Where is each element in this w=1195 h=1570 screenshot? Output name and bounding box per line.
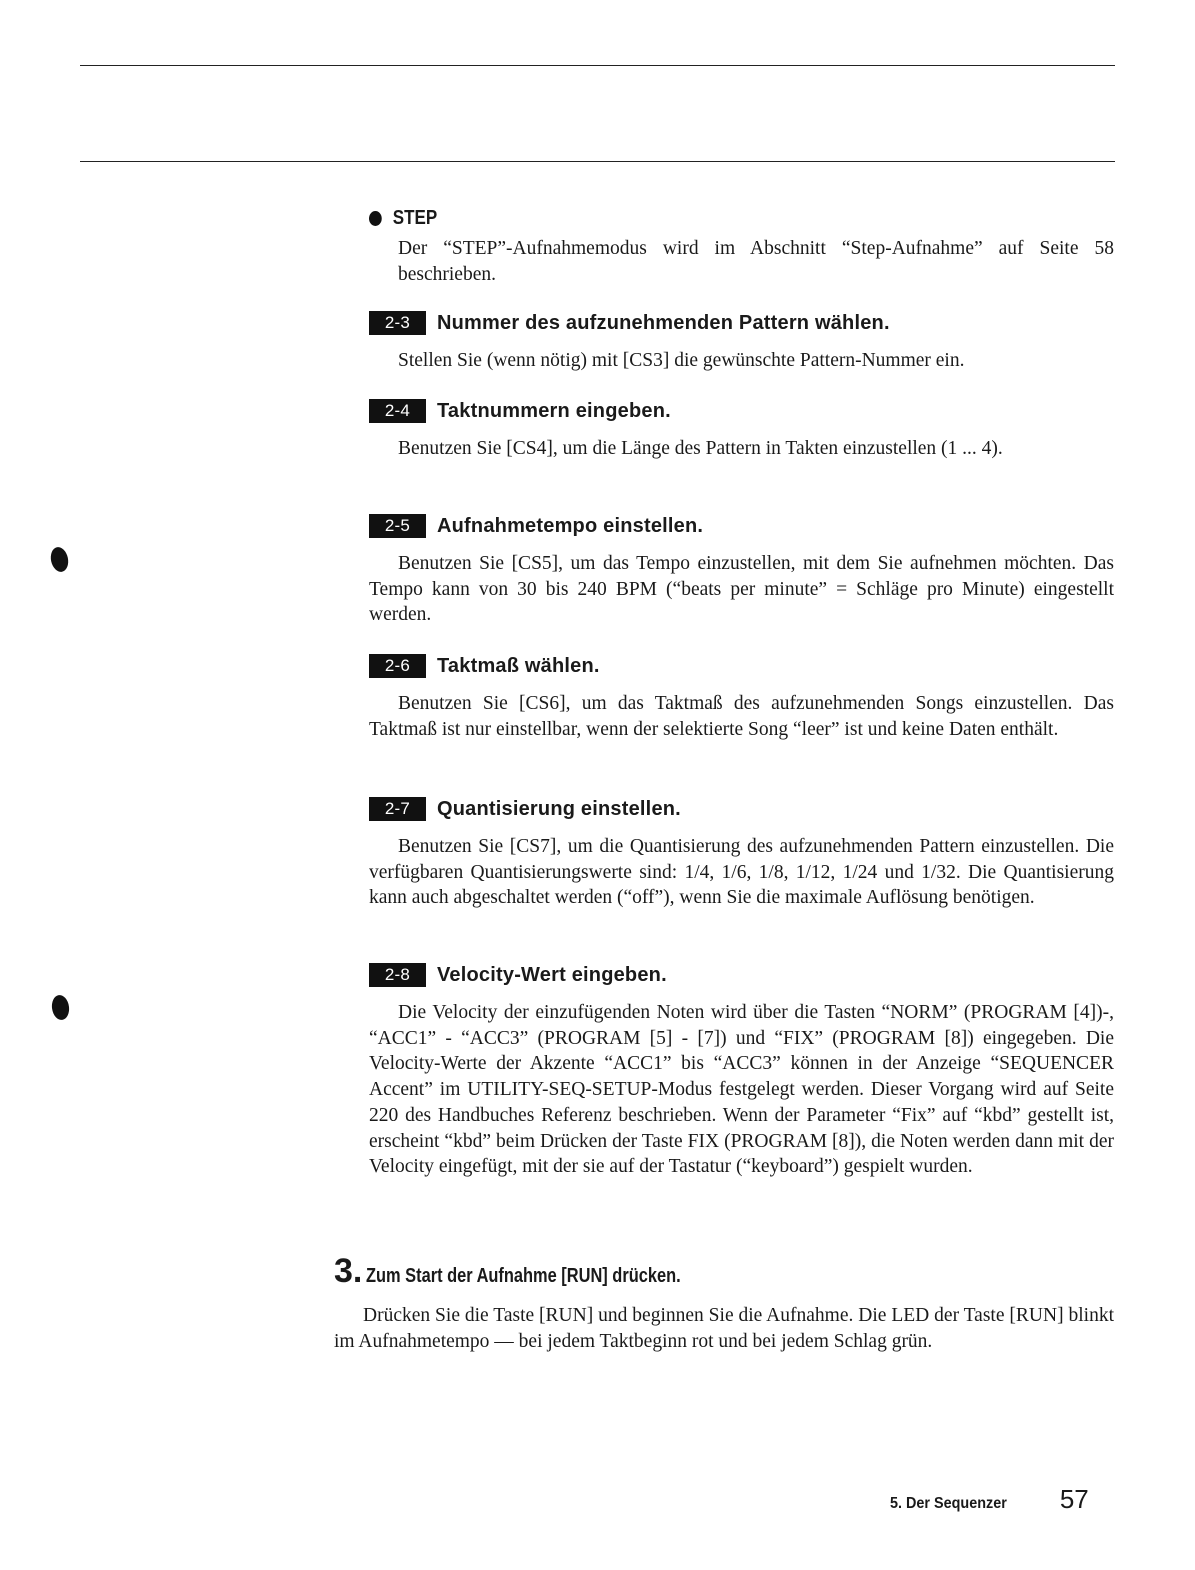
step-title: STEP: [392, 207, 438, 229]
substep-text: Benutzen Sie [CS7], um die Quantisierung des aufzunehmenden Pattern einzustellen. Die verfügbaren Quantisierungswerte sind: 1/4, 1/6, 1/8, 1/12, 1/24 und 1/32. Die Quantisierung kann auch abgeschaltet werden (“off”), wenn Sie die maximale Auflösung benötigen.: [369, 836, 1114, 909]
substep-heading: [369, 513, 1114, 539]
bullet-icon: [369, 211, 382, 226]
step-3-title: Zum Start der Aufnahme [RUN] drücken.: [366, 1265, 682, 1287]
substep-heading: [369, 398, 1114, 424]
chapter-title: 5. Der Sequenzer: [890, 1495, 1007, 1512]
step-heading: [369, 207, 1002, 230]
step-number-badge: 2-3: [369, 311, 426, 335]
step-3-section: [334, 1252, 1114, 1354]
substep-title: Aufnahmetempo einstellen.: [437, 514, 704, 537]
substep-text: Die Velocity der einzufügenden Noten wird über die Tasten “NORM” (PROGRAM [4])-, “ACC1” - “ACC3” (PROGRAM [5] - [7]) und “FIX” (PROGRAM [8]) eingegeben. Die Velocity-Werte der Akzente “ACC1” bis “ACC3” können in der Anzeige “SEQUENCER Accent” im UTILITY-SEQ-SETUP-Modus festgelegt werden. Dieser Vorgang wird auf Seite 220 des Handbuches Referenz beschrieben. Wenn der Parameter “Fix” auf “kbd” gestellt ist, erscheint “kbd” beim Drücken der Taste FIX (PROGRAM [8]), die Noten werden dann mit der Velocity eingefügt, mit der sie auf der Tastatur (“keyboard”) gespielt wurden.: [369, 1002, 1114, 1178]
substep-2-8: [369, 962, 1114, 1180]
substep-2-5: [369, 513, 1114, 628]
substep-heading: [369, 962, 1114, 988]
substep-heading: [369, 796, 1114, 822]
step-number-badge: 2-6: [369, 654, 426, 678]
page-number: 57: [1059, 1484, 1089, 1514]
substep-2-3: [369, 310, 1114, 374]
substep-title: Quantisierung einstellen.: [437, 797, 681, 820]
substep-text: Stellen Sie (wenn nötig) mit [CS3] die gewünschte Pattern-Nummer ein.: [398, 350, 965, 371]
substep-title: Taktnummern eingeben.: [437, 399, 671, 422]
substep-title: Nummer des aufzunehmenden Pattern wählen.: [437, 311, 890, 334]
substep-text: Benutzen Sie [CS6], um das Taktmaß des aufzunehmenden Songs einzustellen. Das Taktmaß ist nur einstellbar, wenn der selektierte Song “leer” ist und keine Daten enthält.: [369, 693, 1114, 740]
step-number-badge: 2-8: [369, 963, 426, 987]
step-number-badge: 2-4: [369, 399, 426, 423]
step-3-text: Drücken Sie die Taste [RUN] und beginnen Sie die Aufnahme. Die LED der Taste [RUN] blinkt im Aufnahmetempo — bei jedem Taktbeginn rot und bei jedem Schlag grün.: [334, 1305, 1114, 1352]
top-rule: [80, 65, 1115, 66]
step-3-heading: [334, 1252, 1114, 1291]
substep-heading: [369, 310, 1114, 336]
binder-hole: [49, 546, 71, 574]
binder-hole: [50, 994, 70, 1021]
step-number-badge: 2-5: [369, 514, 426, 538]
substep-title: Taktmaß wählen.: [437, 654, 600, 677]
substep-title: Velocity-Wert eingeben.: [437, 963, 667, 986]
step-section: [369, 207, 1114, 287]
substep-2-7: [369, 796, 1114, 911]
page-footer: [890, 1484, 1089, 1515]
substep-text: Benutzen Sie [CS5], um das Tempo einzustellen, mit dem Sie aufnehmen möchten. Das Tempo kann von 30 bis 240 BPM (“beats per minute” = Schläge pro Minute) eingestellt werden.: [369, 553, 1114, 626]
substep-2-4: [369, 398, 1114, 462]
step-3-number: 3.: [334, 1252, 363, 1290]
step-text: Der “STEP”-Aufnahmemodus wird im Abschnitt “Step-Aufnahme” auf Seite 58 beschrieben.: [398, 238, 1114, 285]
step-number-badge: 2-7: [369, 797, 426, 821]
substep-2-6: [369, 653, 1114, 742]
substep-text: Benutzen Sie [CS4], um die Länge des Pattern in Takten einzustellen (1 ... 4).: [398, 438, 1003, 459]
substep-heading: [369, 653, 1114, 679]
header-rule: [80, 161, 1115, 162]
